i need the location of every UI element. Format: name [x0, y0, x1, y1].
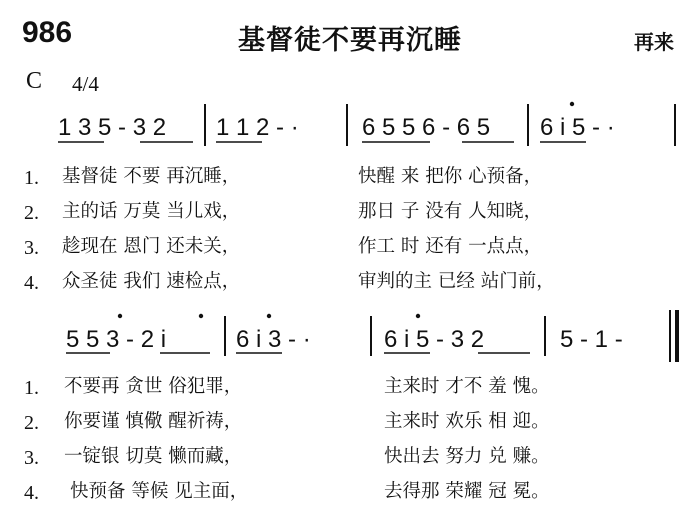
- lyric-line: 趁现在 恩门 还未关，: [62, 236, 241, 257]
- system1-measure4: 6 i 5 - ·: [540, 114, 615, 141]
- lyric-line: 一锭银 切莫 懒而藏，: [64, 446, 243, 467]
- system2-measure2: 6 i 3 - ·: [236, 326, 311, 353]
- verse-number: 2.: [24, 412, 39, 434]
- system2-measure3: 6 i 5 - 3 2: [384, 326, 485, 353]
- lyric-line: 你要谨 慎儆 醒祈祷，: [64, 411, 243, 432]
- hymn-number: 986: [22, 16, 73, 49]
- verse-number: 1.: [24, 167, 39, 189]
- system1-measure3: 6 5 5 6 - 6 5: [362, 114, 491, 141]
- lyric-line: 作工 时 还有 一点点，: [358, 236, 543, 257]
- lyric-line: 那日 子 没有 人知晓，: [358, 201, 543, 222]
- lyric-line: 基督徒 不要 再沉睡，: [62, 166, 241, 187]
- lyric-line: 快出去 努力 兑 赚。: [384, 446, 550, 467]
- octave-dot: [118, 314, 122, 318]
- hymn-author: 再来: [634, 30, 674, 54]
- lyric-line: 主来时 欢乐 相 迎。: [384, 411, 550, 432]
- verse-number: 3.: [24, 447, 39, 469]
- lyric-line: 快醒 来 把你 心预备，: [358, 166, 543, 187]
- lyric-line: 主来时 才不 羞 愧。: [384, 376, 550, 397]
- system1-measure1: 1 3 5 - 3 2: [58, 114, 167, 141]
- lyric-line: 众圣徒 我们 速检点，: [62, 271, 241, 292]
- system2-measure4: 5 - 1 -: [560, 326, 623, 353]
- lyric-line: 主的话 万莫 当儿戏，: [62, 201, 241, 222]
- octave-dot: [199, 314, 203, 318]
- verse-number: 2.: [24, 202, 39, 224]
- verse-number: 4.: [24, 272, 39, 294]
- octave-dot: [416, 314, 420, 318]
- key-signature: C: [26, 68, 43, 94]
- lyric-line: 去得那 荣耀 冠 冕。: [384, 481, 550, 502]
- octave-dot: [267, 314, 271, 318]
- lyric-line: 不要再 贪世 俗犯罪，: [64, 376, 243, 397]
- lyric-line: 快预备 等候 见主面，: [70, 481, 249, 502]
- system2-measure1: 5 5 3 - 2 i: [66, 326, 167, 353]
- lyric-line: 审判的主 已经 站门前，: [358, 271, 555, 292]
- hymn-title: 基督徒不要再沉睡: [238, 25, 462, 56]
- time-signature: 4/4: [72, 72, 99, 96]
- verse-number: 1.: [24, 377, 39, 399]
- system1-measure2: 1 1 2 - ·: [216, 114, 299, 141]
- octave-dot: [570, 102, 574, 106]
- verse-number: 3.: [24, 237, 39, 259]
- verse-number: 4.: [24, 482, 39, 504]
